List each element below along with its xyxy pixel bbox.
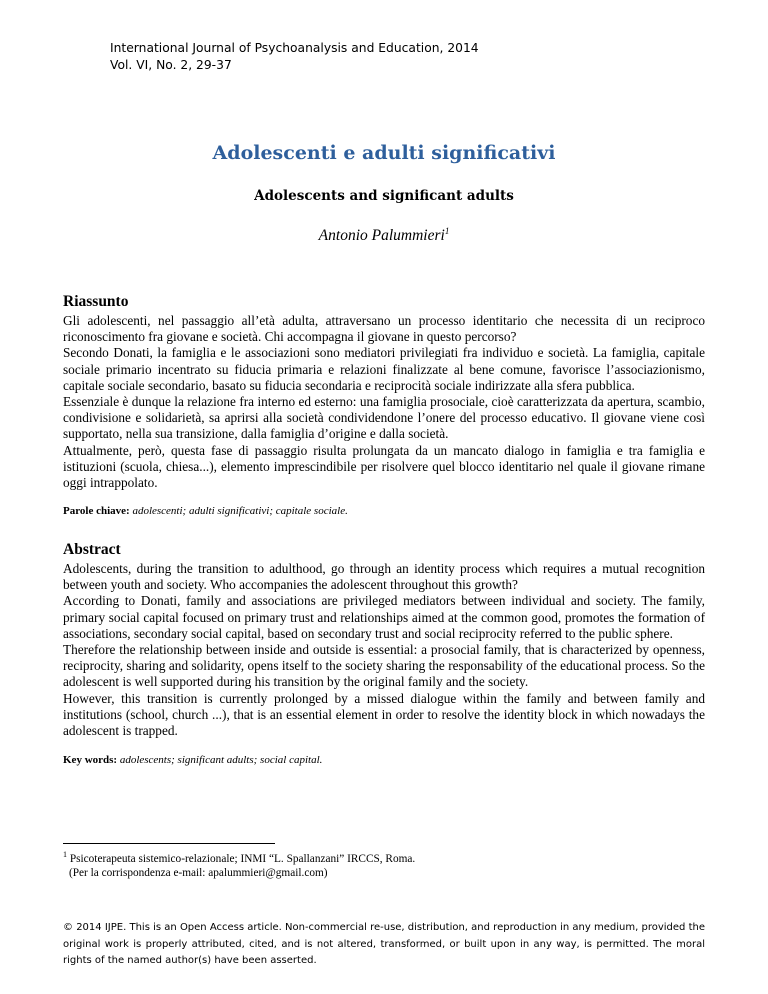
abstract-paragraph: According to Donati, family and associations are privileged mediators between individual and society. The family, primary social capital focused on primary trust and relationships aimed at the common good, promotes the formation of associations, secondary social capital, based on secondary trust and social reciprocity referred to the public sphere. <box>63 593 705 641</box>
footnote <box>63 848 415 881</box>
riassunto-keywords <box>63 504 705 518</box>
riassunto-paragraph: Gli adolescenti, nel passaggio all’età adulta, attraversano un processo identitario che necessita di un reciproco riconoscimento fra giovane e società. Chi accompagna il giovane in questo percorso? <box>63 313 705 345</box>
journal-name-line: International Journal of Psychoanalysis and Education, 2014 <box>110 41 479 55</box>
journal-header <box>110 40 479 74</box>
riassunto-paragraph: Essenziale è dunque la relazione fra interno ed esterno: una famiglia prosociale, cioè caratterizzata da apertura, scambio, condivisione e solidarietà, sa aprirsi alla società condividendone l’onere del processo educativo. Il giovane viene così supportato, nella sua transizione, dalla famiglia d’origine e dalla società. <box>63 394 705 442</box>
abstract-body <box>63 561 705 739</box>
abstract-section <box>63 540 705 767</box>
riassunto-heading: Riassunto <box>63 293 129 310</box>
keywords-list: adolescenti; adulti significativi; capitale sociale. <box>132 505 348 518</box>
abstract-paragraph: Adolescents, during the transition to adulthood, go through an identity process which requires a mutual recognition between youth and society. Who accompanies the adolescent throughout this growth? <box>63 561 705 593</box>
keywords-label: Key words: <box>63 754 118 767</box>
keywords-list: adolescents; significant adults; social capital. <box>119 754 323 767</box>
riassunto-paragraph: Attualmente, però, questa fase di passaggio risulta prolungata da un mancato dialogo in famiglia e tra famiglia e istituzioni (scuola, chiesa...), elemento imprescindibile per risolvere quel blocco identitario nel quale il giovane rimane oggi intrappolato. <box>63 442 705 491</box>
footnote-contact: (Per la corrispondenza e-mail: apalummieri@gmail.com) <box>69 867 328 880</box>
author-footnote-mark[interactable]: 1 <box>444 226 450 236</box>
footnote-line <box>63 848 415 866</box>
footnote-divider <box>63 843 275 844</box>
keywords-label: Parole chiave: <box>63 505 130 518</box>
article-subtitle: Adolescents and significant adults <box>254 188 514 204</box>
footnote-affiliation: Psicoterapeuta sistemico-relazionale; INMI “L. Spallanzani” IRCCS, Roma. <box>67 852 416 865</box>
abstract-keywords <box>63 753 705 767</box>
abstract-paragraph: However, this transition is currently prolonged by a missed dialogue within the family and between family and institutions (school, church ...), that is an essential element in order to resolve the identity block in which nowadays the adolescent is trapped. <box>63 690 705 739</box>
license-notice: © 2014 IJPE. This is an Open Access article. Non-commercial re-use, distribution, and reproduction in any medium, provided the original work is properly attributed, cited, and is not altered, transformed, or built upon in any way, is permitted. The moral rights of the named author(s) have been asserted. <box>63 922 705 966</box>
footnote-mark: 1 <box>63 850 67 859</box>
article-author <box>0 226 768 245</box>
abstract-heading: Abstract <box>63 541 121 558</box>
journal-volume-line: Vol. VI, No. 2, 29-37 <box>110 58 232 72</box>
article-title: Adolescenti e adulti significativi <box>212 142 556 164</box>
riassunto-section <box>63 292 705 518</box>
riassunto-body <box>63 313 705 491</box>
author-name: Antonio Palummieri <box>318 227 445 245</box>
riassunto-paragraph: Secondo Donati, la famiglia e le associazioni sono mediatori privilegiati fra individuo e società. La famiglia, capitale sociale primario incentrato su fiducia primaria e relazioni finalizzate al bene comune, favorisce l’associazionismo, capitale sociale secondario, basato su fiducia secondaria e reciprocità sociale indirizzate alla sfera pubblica. <box>63 345 705 393</box>
abstract-paragraph: Therefore the relationship between inside and outside is essential: a prosocial family, that is characterized by openness, reciprocity, sharing and solidarity, opens itself to the society sharing the responsability of the educational process. So the adolescent is well supported during his transition by the original family and the society. <box>63 642 705 690</box>
